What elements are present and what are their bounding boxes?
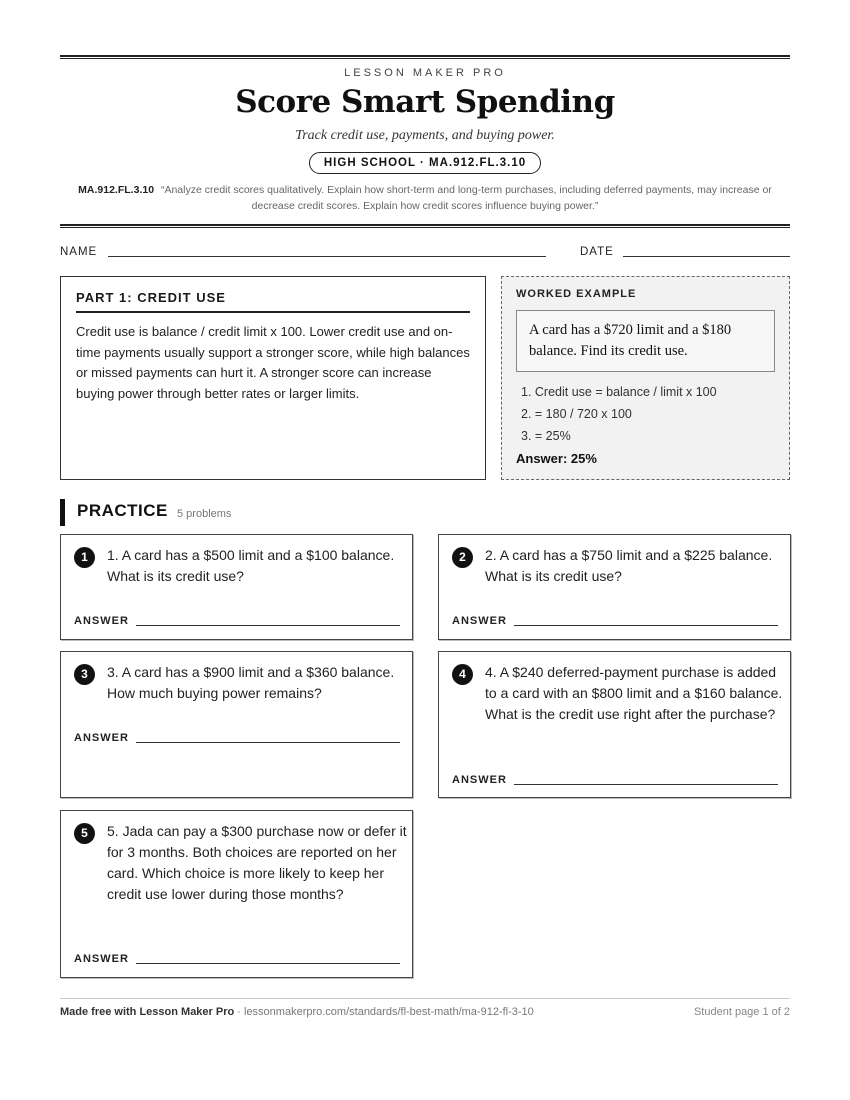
problem-number-badge: 3	[74, 664, 95, 685]
problem-number-badge: 4	[452, 664, 473, 685]
worked-example-problem: A card has a $720 limit and a $180 balance. Find its credit use.	[516, 310, 775, 372]
problem-card-3	[60, 651, 413, 798]
level-badge: HIGH SCHOOL · MA.912.FL.3.10	[309, 152, 541, 174]
page-subtitle: Track credit use, payments, and buying power.	[295, 128, 555, 143]
practice-count: 5 problems	[177, 508, 232, 520]
part1-panel	[60, 276, 486, 480]
problem-card-2	[438, 534, 791, 640]
worked-example-label: WORKED EXAMPLE	[516, 288, 637, 300]
level-pill-wrap	[60, 152, 790, 174]
problem-card-1	[60, 534, 413, 640]
answer-label: ANSWER	[452, 774, 507, 786]
answer-field[interactable]	[136, 742, 400, 743]
problem-card-4	[438, 651, 791, 798]
problem-number-badge: 1	[74, 547, 95, 568]
worked-example-steps	[516, 381, 775, 447]
problem-number-badge: 2	[452, 547, 473, 568]
part1-title: PART 1: CREDIT USE	[76, 290, 470, 313]
name-field[interactable]	[108, 256, 546, 257]
problem-card-5	[60, 810, 413, 978]
header-bottom-rule	[60, 224, 790, 228]
worked-example-panel	[501, 276, 790, 480]
worked-step: 2. = 180 / 720 x 100	[521, 407, 632, 421]
date-field[interactable]	[623, 256, 790, 257]
problem-text: 1. A card has a $500 limit and a $100 balance. What is its credit use?	[107, 547, 395, 584]
answer-label: ANSWER	[452, 615, 507, 627]
problem-text: 2. A card has a $750 limit and a $225 balance. What is its credit use?	[485, 547, 773, 584]
brand-name: LESSON MAKER PRO	[344, 67, 506, 79]
part1-body: Credit use is balance / credit limit x 100. Lower credit use and on-time payments usually support a stronger score, while high balances or missed payments can hurt it. A stronger score can increase buying power through better rates or larger limits.	[76, 324, 470, 401]
answer-label: ANSWER	[74, 953, 129, 965]
answer-field[interactable]	[514, 625, 778, 626]
footer-credit	[60, 1006, 534, 1018]
problem-text: 3. A card has a $900 limit and a $360 balance. How much buying power remains?	[107, 664, 395, 701]
standard-code: MA.912.FL.3.10	[78, 184, 155, 196]
footer-made-with: Made free with Lesson Maker Pro	[60, 1006, 235, 1018]
page-title: Score Smart Spending	[235, 84, 615, 120]
worked-step: 1. Credit use = balance / limit x 100	[521, 385, 717, 399]
footer-page-number: Student page 1 of 2	[693, 1006, 790, 1018]
answer-label: ANSWER	[74, 732, 129, 744]
worked-example-answer: Answer: 25%	[516, 451, 597, 466]
practice-title: PRACTICE	[77, 501, 168, 520]
answer-field[interactable]	[136, 625, 400, 626]
standard-text: “Analyze credit scores qualitatively. Explain how short-term and long-term purchases, including deferred payments, may increase or decrease credit scores. Explain how credit scores influence buying power.”	[160, 184, 772, 212]
worksheet-page	[60, 0, 790, 1100]
worked-step: 3. = 25%	[521, 429, 571, 443]
footer-rule	[60, 998, 790, 999]
footer-url[interactable]: · lessonmakerpro.com/standards/fl-best-math/ma-912-fl-3-10	[234, 1006, 534, 1018]
problem-text: 4. A $240 deferred-payment purchase is added to a card with an $800 limit and a $160 balance. What is the credit use right after the purchase?	[485, 664, 783, 722]
answer-label: ANSWER	[74, 615, 129, 627]
practice-accent-bar	[60, 499, 65, 526]
answer-field[interactable]	[136, 963, 400, 964]
name-label: NAME	[60, 246, 98, 258]
header-top-rule	[60, 55, 790, 59]
date-label: DATE	[580, 246, 614, 258]
answer-field[interactable]	[514, 784, 778, 785]
problem-number-badge: 5	[74, 823, 95, 844]
standard-description	[70, 182, 780, 214]
problem-text: 5. Jada can pay a $300 purchase now or defer it for 3 months. Both choices are reported on her card. Which choice is more likely to keep her credit use lower during those months?	[107, 823, 407, 902]
